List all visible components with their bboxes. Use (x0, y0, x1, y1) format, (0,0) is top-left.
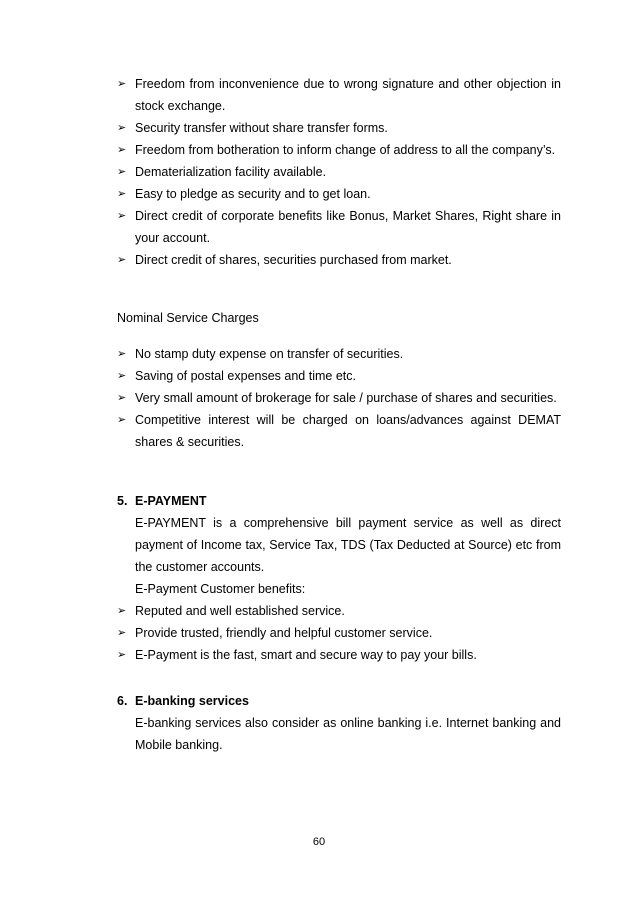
list-item-text: Freedom from botheration to inform change of address to all the company’s. (135, 143, 556, 157)
list-item (117, 600, 561, 622)
section-body: E-PAYMENT is a comprehensive bill payment service as well as direct payment of Income tax, Service Tax, TDS (Tax Deducted at Source) etc from the customer accounts. (135, 516, 561, 574)
arrow-bullet-icon: ➢ (117, 370, 127, 382)
section-heading (117, 690, 561, 712)
list-item-text: Very small amount of brokerage for sale / purchase of shares and securities. (135, 391, 557, 405)
arrow-bullet-icon: ➢ (117, 188, 127, 200)
list-item (117, 183, 561, 205)
list-item (117, 365, 561, 387)
list-item-text: Direct credit of corporate benefits like Bonus, Market Shares, Right share in your account. (135, 209, 561, 245)
arrow-bullet-icon: ➢ (117, 166, 127, 178)
list-item (117, 409, 561, 453)
bullet-list (117, 343, 561, 453)
arrow-bullet-icon: ➢ (117, 78, 127, 90)
benefits-label: E-Payment Customer benefits: (135, 582, 306, 596)
list-item-text: Freedom from inconvenience due to wrong signature and other objection in stock exchange. (135, 77, 561, 113)
list-item-text: Dematerialization facility available. (135, 165, 327, 179)
section-number: 6. (117, 694, 128, 708)
arrow-bullet-icon: ➢ (117, 605, 127, 617)
arrow-bullet-icon: ➢ (117, 144, 127, 156)
arrow-bullet-icon: ➢ (117, 392, 127, 404)
section-e-payment (117, 490, 561, 666)
list-item-text: Competitive interest will be charged on loans/advances against DEMAT shares & securities. (135, 413, 561, 449)
benefits-list-2 (117, 343, 561, 453)
list-item (117, 644, 561, 666)
list-item (117, 622, 561, 644)
benefits-list-1 (117, 73, 561, 271)
section-body: E-banking services also consider as online banking i.e. Internet banking and Mobile banking. (135, 716, 561, 752)
list-item (117, 139, 561, 161)
list-item (117, 387, 561, 409)
list-item-text: Reputed and well established service. (135, 604, 345, 618)
arrow-bullet-icon: ➢ (117, 649, 127, 661)
list-item (117, 117, 561, 139)
section-heading (117, 490, 561, 512)
list-item-text: E-Payment is the fast, smart and secure way to pay your bills. (135, 648, 477, 662)
arrow-bullet-icon: ➢ (117, 348, 127, 360)
list-item (117, 249, 561, 271)
nominal-service-heading-block (117, 307, 561, 329)
list-item-text: Provide trusted, friendly and helpful customer service. (135, 626, 433, 640)
arrow-bullet-icon: ➢ (117, 210, 127, 222)
arrow-bullet-icon: ➢ (117, 414, 127, 426)
list-item-text: Direct credit of shares, securities purchased from market. (135, 253, 452, 267)
arrow-bullet-icon: ➢ (117, 122, 127, 134)
section-e-banking (117, 690, 561, 756)
arrow-bullet-icon: ➢ (117, 254, 127, 266)
section-title: E-PAYMENT (135, 494, 207, 508)
list-item (117, 161, 561, 183)
list-item-text: Easy to pledge as security and to get loan. (135, 187, 371, 201)
bullet-list (117, 600, 561, 666)
list-item-text: Security transfer without share transfer forms. (135, 121, 388, 135)
nominal-service-heading: Nominal Service Charges (117, 311, 259, 325)
section-number: 5. (117, 494, 128, 508)
list-item-text: No stamp duty expense on transfer of securities. (135, 347, 404, 361)
list-item-text: Saving of postal expenses and time etc. (135, 369, 356, 383)
arrow-bullet-icon: ➢ (117, 627, 127, 639)
bullet-list (117, 73, 561, 271)
page-number: 60 (312, 836, 326, 848)
list-item (117, 73, 561, 117)
list-item (117, 205, 561, 249)
list-item (117, 343, 561, 365)
section-title: E-banking services (135, 694, 249, 708)
